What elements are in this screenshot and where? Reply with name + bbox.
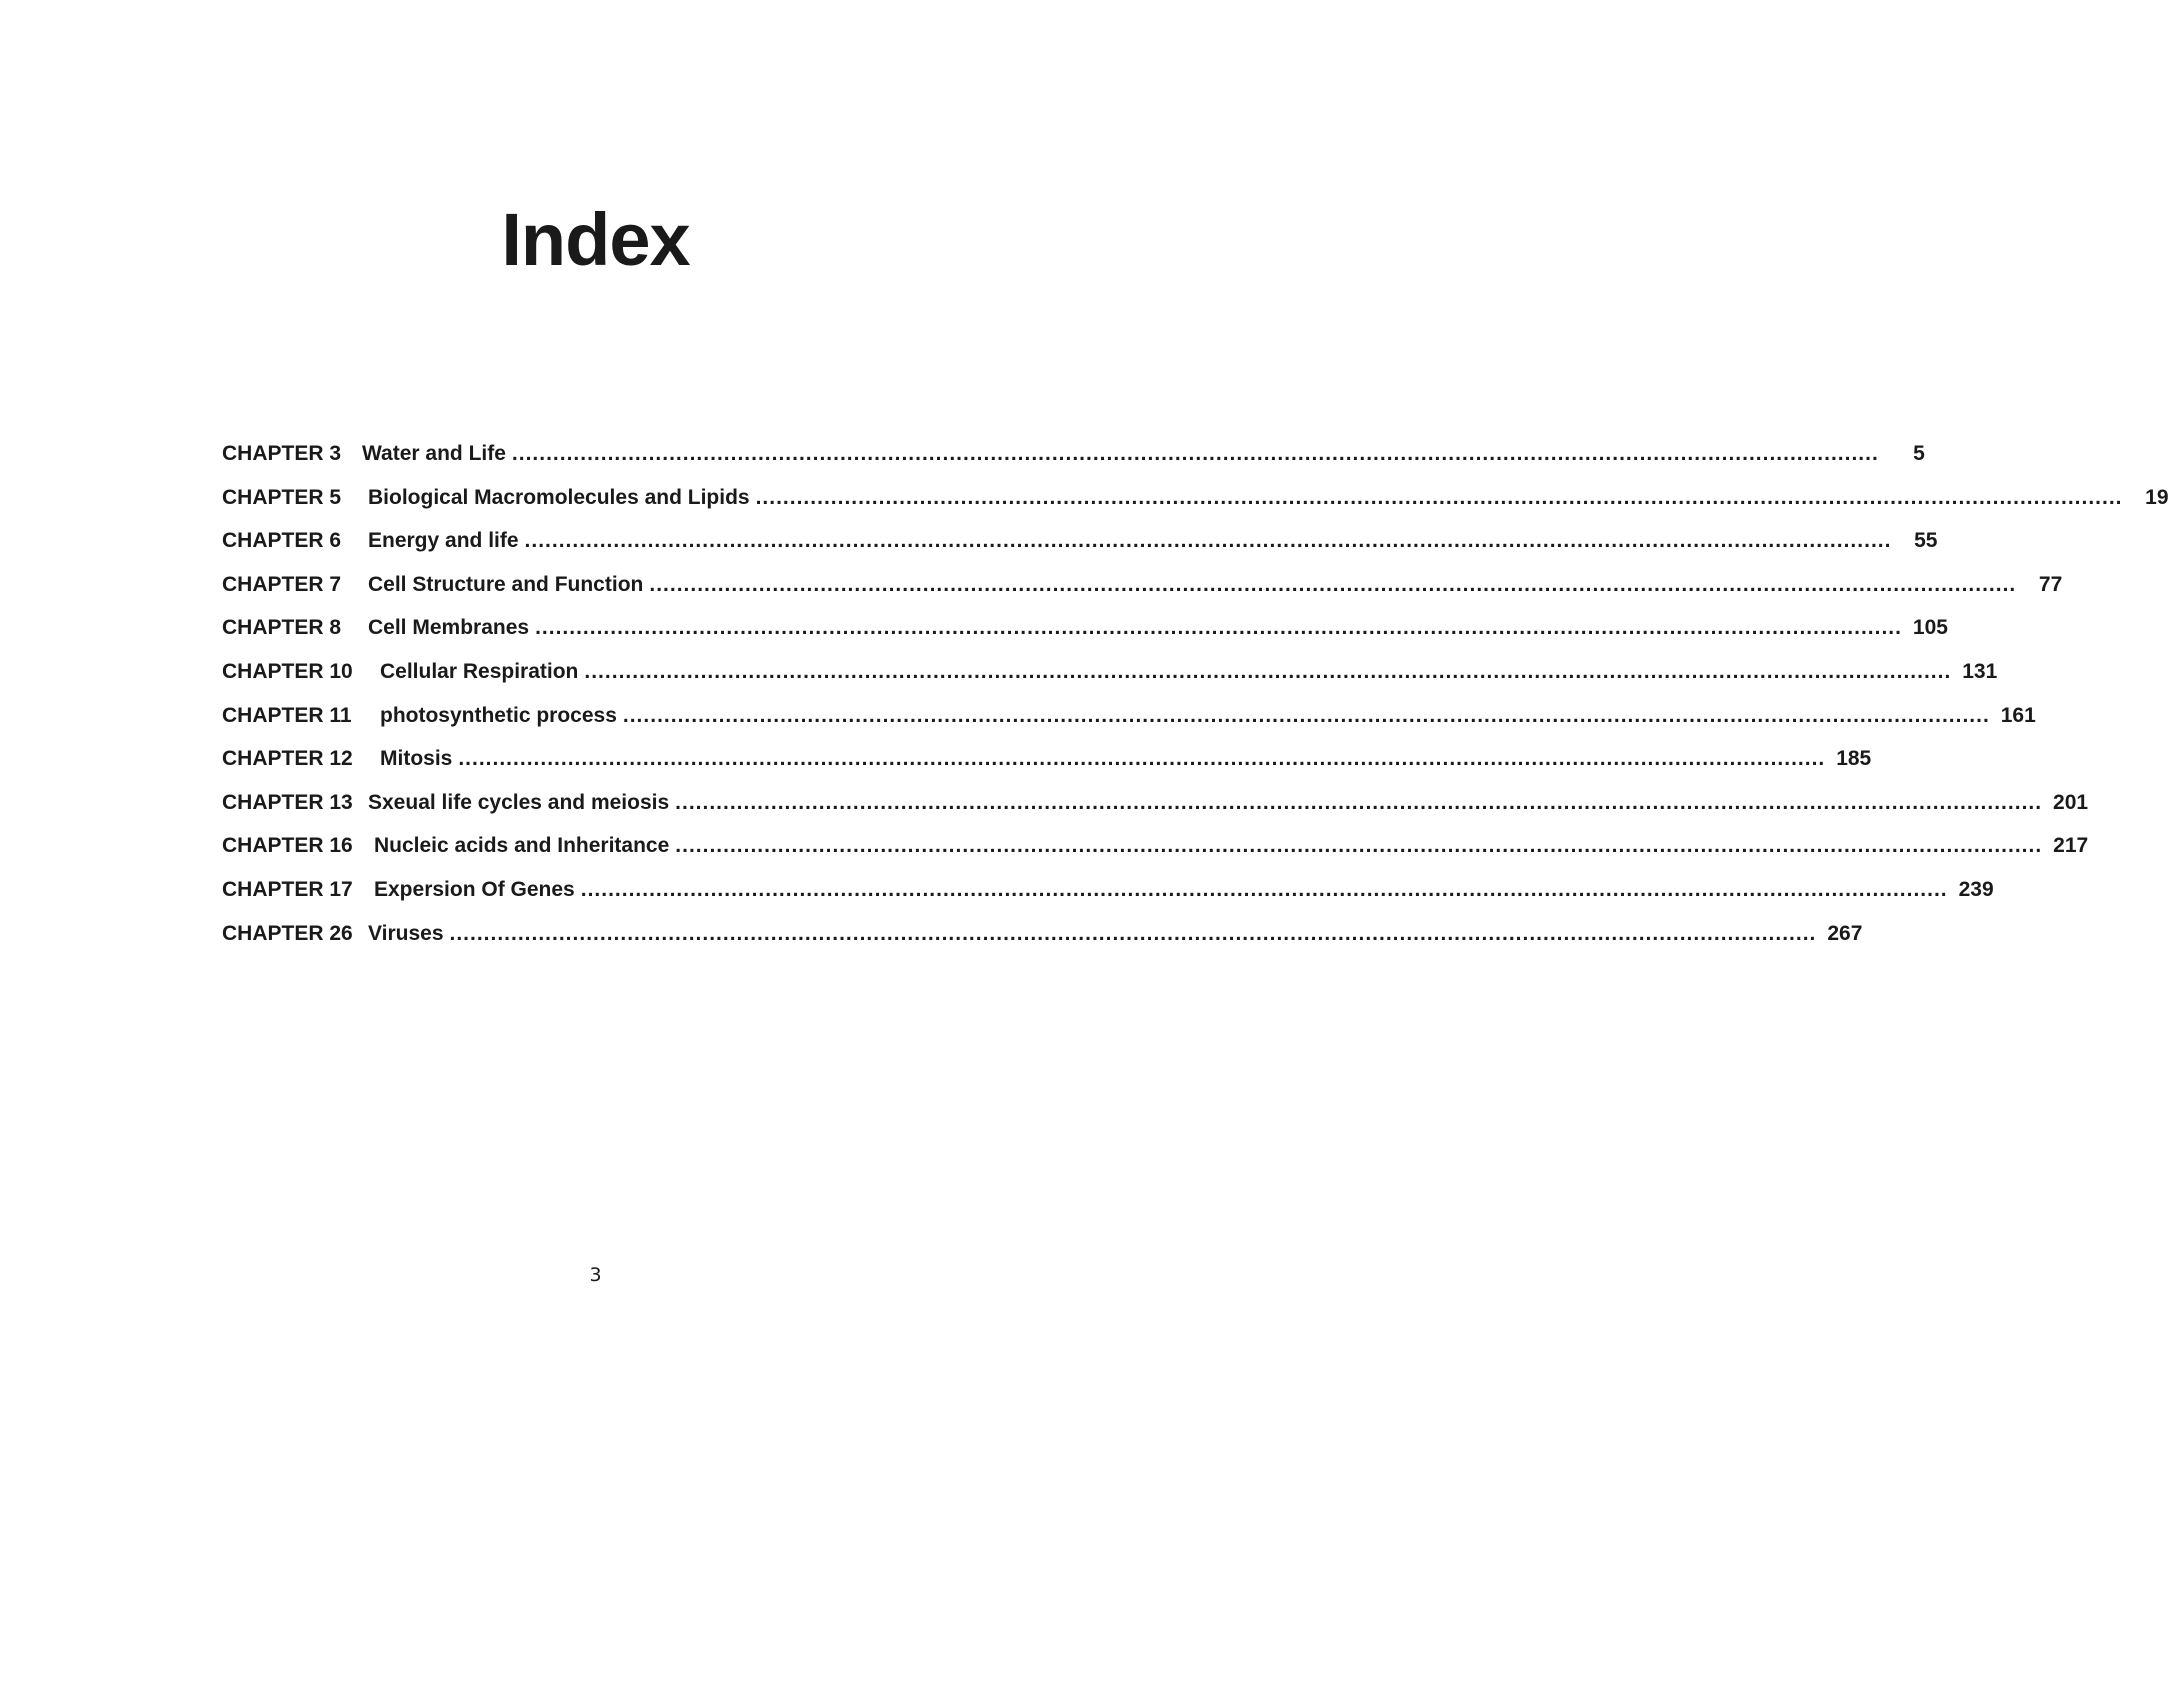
toc-chapter-title: Nucleic acids and Inheritance xyxy=(374,834,670,858)
toc-entry xyxy=(222,832,2089,876)
toc-dot-leader: ........................................................................................................................................................................................................ xyxy=(449,921,1817,945)
toc-dot-leader: ........................................................................................................................................................................................................ xyxy=(524,529,1892,553)
toc-chapter-title: Water and Life xyxy=(362,442,506,465)
toc-chapter-label: CHAPTER 12 xyxy=(222,747,353,771)
toc-dot-leader: ........................................................................................................................................................................................................ xyxy=(580,877,1948,901)
toc-chapter-label: CHAPTER 5 xyxy=(222,485,342,509)
toc-chapter-title: Cell Membranes xyxy=(368,616,530,640)
toc-page-number: 105 xyxy=(1912,616,1948,640)
toc-chapter-label: CHAPTER 13 xyxy=(222,790,353,814)
toc-page-number: 267 xyxy=(1827,921,1863,945)
toc-dot-leader: ........................................................................................................................................................................................................ xyxy=(675,834,2043,858)
page-number: 3 xyxy=(589,1264,602,1286)
toc-entry xyxy=(222,789,2089,833)
toc-entry xyxy=(222,876,1994,920)
page-title: Index xyxy=(501,198,690,281)
toc-page-number: 239 xyxy=(1958,877,1994,901)
toc-page-number: 217 xyxy=(2053,834,2089,858)
toc-chapter-label: CHAPTER 7 xyxy=(222,572,342,596)
toc-dot-leader: ........................................................................................................................................................................................................ xyxy=(755,485,2123,509)
toc-entry xyxy=(222,571,2063,615)
toc-chapter-label: CHAPTER 6 xyxy=(222,529,342,553)
toc-chapter-label: CHAPTER 8 xyxy=(222,616,342,640)
toc-dot-leader: ........................................................................................................................................................................................................ xyxy=(584,659,1952,683)
toc-chapter-label: CHAPTER 17 xyxy=(222,877,353,901)
toc-page-number: 19 xyxy=(2145,485,2169,509)
toc-dot-leader: ........................................................................................................................................................................................................ xyxy=(675,790,2043,814)
toc-page-number: 131 xyxy=(1962,659,1998,683)
toc-chapter-title: Cell Structure and Function xyxy=(368,572,644,596)
toc-chapter-label: CHAPTER 11 xyxy=(222,703,352,727)
toc-chapter-title: photosynthetic process xyxy=(380,703,617,727)
toc-chapter-title: Viruses xyxy=(368,921,444,945)
toc-page-number: 5 xyxy=(1913,442,1925,465)
toc-entry xyxy=(222,702,2036,746)
toc-dot-leader: ........................................................................................................................................................................................................ xyxy=(649,572,2017,596)
toc-page-number: 185 xyxy=(1836,747,1872,771)
toc-page-number: 55 xyxy=(1914,529,1938,553)
toc-chapter-title: Expersion Of Genes xyxy=(374,877,575,901)
toc-chapter-title: Biological Macromolecules and Lipids xyxy=(368,485,750,509)
toc-page-number: 161 xyxy=(2000,703,2036,727)
table-of-contents xyxy=(222,440,2169,963)
toc-page-number: 201 xyxy=(2053,790,2089,814)
toc-chapter-title: Mitosis xyxy=(380,747,453,771)
toc-entry xyxy=(222,614,1948,658)
toc-chapter-title: Energy and life xyxy=(368,529,519,553)
toc-chapter-label: CHAPTER 16 xyxy=(222,834,353,858)
toc-chapter-title: Cellular Respiration xyxy=(380,659,579,683)
toc-dot-leader: ........................................................................................................................................................................................................ xyxy=(458,747,1826,771)
toc-entry xyxy=(222,440,1925,484)
toc-entry xyxy=(222,920,1863,964)
toc-chapter-label: CHAPTER 26 xyxy=(222,921,353,945)
toc-entry xyxy=(222,484,2169,528)
toc-page-number: 77 xyxy=(2038,572,2063,596)
toc-entry xyxy=(222,527,1938,571)
toc-entry xyxy=(222,658,1998,702)
toc-dot-leader: ........................................................................................................................................................................................................ xyxy=(511,442,1879,465)
toc-chapter-label: CHAPTER 10 xyxy=(222,659,353,683)
toc-chapter-title: Sxeual life cycles and meiosis xyxy=(368,790,670,814)
toc-dot-leader: ........................................................................................................................................................................................................ xyxy=(622,703,1990,727)
toc-dot-leader: ........................................................................................................................................................................................................ xyxy=(535,616,1902,640)
toc-entry xyxy=(222,745,1872,789)
toc-chapter-label: CHAPTER 3 xyxy=(222,442,342,465)
